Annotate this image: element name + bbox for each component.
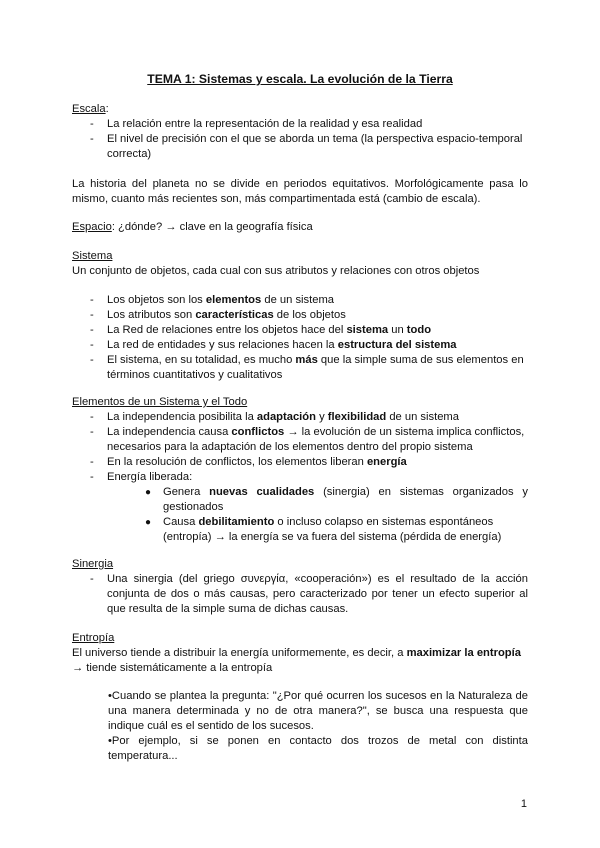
page-title: TEMA 1: Sistemas y escala. La evolución de la Tierra <box>147 72 453 86</box>
section-elementos <box>72 395 528 545</box>
espacio-heading: Espacio <box>72 221 112 233</box>
list-item: - Los atributos son características de los objetos <box>72 308 528 323</box>
section-sistema <box>72 249 528 383</box>
list-item: - Los objetos son los elementos de un sistema <box>72 293 528 308</box>
entropia-paragraph: El universo tiende a distribuir la energía uniformemente, es decir, a maximizar la entropía → tiende sistemáticamente a la entropía <box>72 647 521 674</box>
elementos-heading: Elementos de un Sistema y el Todo <box>72 396 248 408</box>
entropia-heading: Entropía <box>72 632 115 644</box>
list-item: - El nivel de precisión con el que se aborda un tema (la perspectiva espacio-temporal correcta) <box>72 132 528 162</box>
list-item: - En la resolución de conflictos, los elementos liberan energía <box>72 455 528 470</box>
escala-list <box>72 117 528 162</box>
list-item: ● Causa debilitamiento o incluso colapso en sistemas espontáneos (entropía) → la energía se va fuera del sistema (pérdida de energía) <box>143 515 528 545</box>
sinergia-list <box>72 572 528 617</box>
energia-sublist <box>143 485 528 545</box>
page-number: 1 <box>520 798 527 810</box>
list-item: - La Red de relaciones entre los objetos hace del sistema un todo <box>72 323 528 338</box>
quote-paragraph: •Cuando se plantea la pregunta: "¿Por qué ocurren los sucesos en la Naturaleza de una manera determinada y no de otra manera?", se busca una respuesta que indique cuál es el sentido de los sucesos. <box>108 690 528 732</box>
espacio-text: : ¿dónde? → clave en la geografía física <box>111 221 313 233</box>
list-item: - Una sinergia (del griego συνεργία, «cooperación») es el resultado de la acción conjunta de dos o más causas, pero caracterizado por tener un efecto superior al que resulta de la simple suma de dichas causas. <box>72 572 528 617</box>
section-entropia <box>72 631 528 676</box>
sinergia-heading: Sinergia <box>72 558 114 570</box>
sistema-heading: Sistema <box>72 250 113 262</box>
section-escala: Escala: - La relación entre la representación de la realidad y esa realidad - El nivel de precisión con el que se aborda un tema (la perspectiva espacio-temporal correcta) <box>72 102 528 162</box>
escala-heading: Escala <box>72 103 106 115</box>
list-item: ● Genera nuevas cualidades (sinergia) en sistemas organizados y gestionados <box>143 485 528 515</box>
quote-paragraph: •Por ejemplo, si se ponen en contacto dos trozos de metal con distinta temperatura... <box>108 735 528 762</box>
list-item: - La independencia posibilita la adaptación y flexibilidad de un sistema <box>72 410 528 425</box>
list-item: - La relación entre la representación de la realidad y esa realidad <box>72 117 528 132</box>
sistema-definition: Un conjunto de objetos, cada cual con sus atributos y relaciones con otros objetos <box>72 265 480 277</box>
sistema-list <box>72 293 528 383</box>
elementos-list <box>72 410 528 545</box>
section-sinergia <box>72 557 528 617</box>
list-item: - Energía liberada: ● Genera nuevas cualidades (sinergia) en sistemas organizados y gestionados ● Causa debilitamiento o incluso colapso en sistemas espontáneos (entropía) → la energía se va fuera del sistema (pérdida de energía) <box>72 470 528 545</box>
entropia-quote <box>108 689 528 764</box>
list-item: - La red de entidades y sus relaciones hacen la estructura del sistema <box>72 338 528 353</box>
section-espacio <box>72 220 528 235</box>
list-item: - La independencia causa conflictos → la evolución de un sistema implica conflictos, necesarios para la adaptación de los elementos dentro del propio sistema <box>72 425 528 455</box>
historia-paragraph: La historia del planeta no se divide en periodos equitativos. Morfológicamente pasa lo mismo, cuanto más recientes son, más compartimentada está (cambio de escala). <box>72 178 528 205</box>
list-item: - El sistema, en su totalidad, es mucho más que la simple suma de sus elementos en términos cuantitativos y cualitativos <box>72 353 528 383</box>
